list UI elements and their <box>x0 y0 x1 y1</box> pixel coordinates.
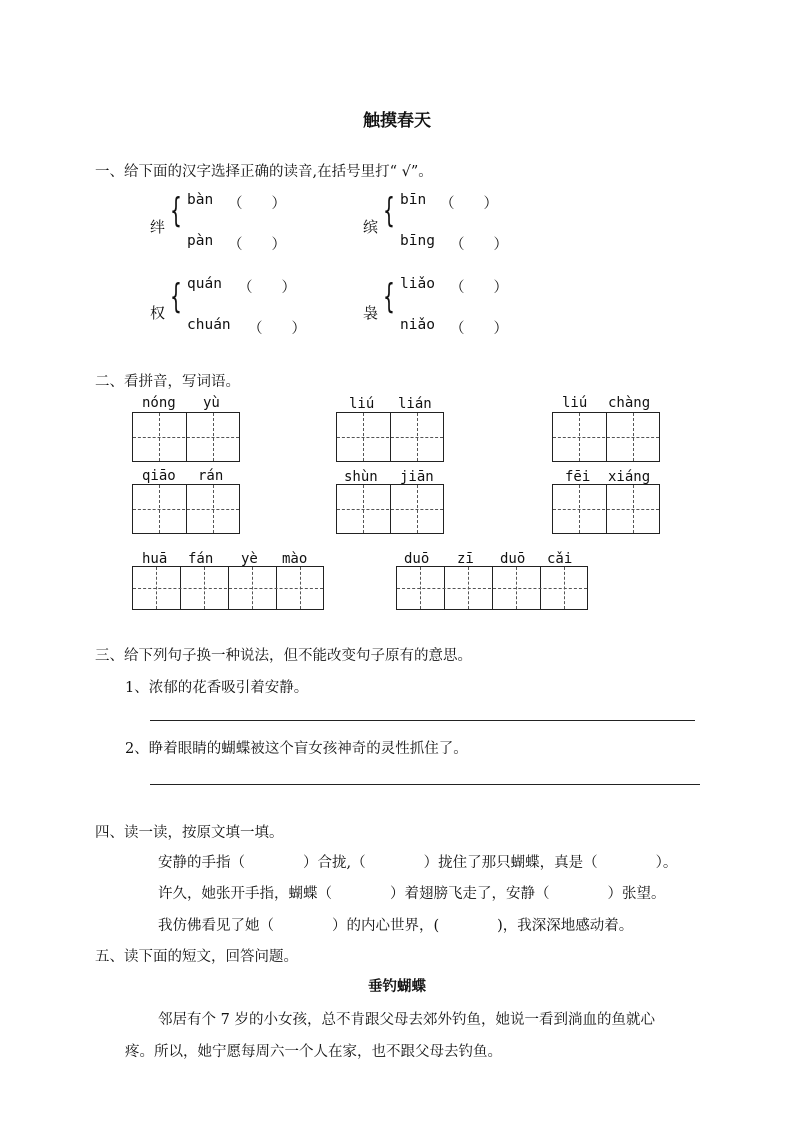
q2-pinyin: jiān <box>400 469 434 485</box>
section-4-heading: 四、读一读，按原文填一填。 <box>95 825 284 841</box>
q1-pinyin: bīn <box>400 192 427 208</box>
article-paragraph-line: 邻居有个 7 岁的小女孩，总不肯跟父母去郊外钓鱼，她说一看到淌血的鱼就心 <box>158 1012 655 1028</box>
q1-pinyin: pàn <box>187 233 214 249</box>
tianzi-grid[interactable] <box>552 412 660 462</box>
q2-pinyin: xiáng <box>608 469 651 485</box>
q1-blank[interactable]: （ ） <box>238 280 296 296</box>
q2-pinyin: chàng <box>608 395 651 411</box>
q2-pinyin: rán <box>198 468 224 484</box>
q2-pinyin: fēi <box>565 469 591 485</box>
q1-pinyin: bīng <box>400 233 435 249</box>
tianzi-grid[interactable] <box>132 566 324 610</box>
q1-blank[interactable]: （ ） <box>450 237 508 253</box>
article-paragraph-line: 疼。所以，她宁愿每周六一个人在家，也不跟父母去钓鱼。 <box>125 1044 502 1060</box>
page-title: 触摸春天 <box>363 111 431 131</box>
tianzi-grid[interactable] <box>336 412 444 462</box>
q1-pinyin: quán <box>187 276 222 292</box>
section-3-heading: 三、给下列句子换一种说法，但不能改变句子原有的意思。 <box>95 648 472 664</box>
q1-blank[interactable]: （ ） <box>248 321 306 337</box>
q2-pinyin: fán <box>188 551 214 567</box>
q1-char-quan: 权 <box>150 304 166 322</box>
q1-pinyin: chuán <box>187 317 231 333</box>
brace-icon: { <box>383 191 395 231</box>
q2-pinyin: shùn <box>344 469 378 485</box>
answer-line[interactable] <box>150 784 700 785</box>
brace-icon: { <box>383 277 395 317</box>
q2-pinyin: duō <box>500 551 526 567</box>
tianzi-grid[interactable] <box>336 484 444 534</box>
q1-blank[interactable]: （ ） <box>440 196 498 212</box>
tianzi-grid[interactable] <box>396 566 588 610</box>
q2-pinyin: qiāo <box>142 468 176 484</box>
article-title: 垂钓蝴蝶 <box>368 978 426 995</box>
q1-blank[interactable]: （ ） <box>228 237 286 253</box>
q4-line-3: 我仿佛看见了她（ ）的内心世界，( )，我深深地感动着。 <box>158 918 634 934</box>
q4-line-2: 许久，她张开手指，蝴蝶（ ）着翅膀飞走了，安静（ ）张望。 <box>158 886 666 902</box>
q2-pinyin: liú <box>562 395 588 411</box>
q2-pinyin: huā <box>142 551 168 567</box>
q1-char-ban: 绊 <box>150 218 166 236</box>
q1-blank[interactable]: （ ） <box>450 321 508 337</box>
q1-blank[interactable]: （ ） <box>228 196 286 212</box>
answer-line[interactable] <box>150 720 695 721</box>
tianzi-grid[interactable] <box>552 484 660 534</box>
tianzi-grid[interactable] <box>132 484 240 534</box>
q2-pinyin: yù <box>203 395 220 411</box>
q1-char-bin: 缤 <box>363 218 379 236</box>
q3-item-2: 2、睁着眼睛的蝴蝶被这个盲女孩神奇的灵性抓住了。 <box>125 741 468 757</box>
section-5-heading: 五、读下面的短文，回答问题。 <box>95 949 298 965</box>
q1-blank[interactable]: （ ） <box>450 280 508 296</box>
tianzi-grid[interactable] <box>132 412 240 462</box>
section-1-heading: 一、给下面的汉字选择正确的读音,在括号里打“ √”。 <box>95 164 433 180</box>
q2-pinyin: mào <box>282 551 308 567</box>
brace-icon: { <box>170 191 182 231</box>
q3-item-1: 1、浓郁的花香吸引着安静。 <box>125 680 309 696</box>
q2-pinyin: liú <box>349 396 375 412</box>
q1-pinyin: bàn <box>187 192 214 208</box>
q1-char-niao: 袅 <box>363 304 379 322</box>
q2-pinyin: duō <box>404 551 430 567</box>
brace-icon: { <box>170 277 182 317</box>
q1-pinyin: liǎo <box>400 276 435 292</box>
q2-pinyin: lián <box>398 396 432 412</box>
section-2-heading: 二、看拼音，写词语。 <box>95 374 240 390</box>
q1-pinyin: niǎo <box>400 317 435 333</box>
q2-pinyin: nóng <box>142 395 176 411</box>
q2-pinyin: zī <box>457 551 474 567</box>
q2-pinyin: cǎi <box>547 551 573 567</box>
q4-line-1: 安静的手指（ ）合拢,（ ）拢住了那只蝴蝶，真是（ ）。 <box>158 855 678 871</box>
q2-pinyin: yè <box>241 551 258 567</box>
